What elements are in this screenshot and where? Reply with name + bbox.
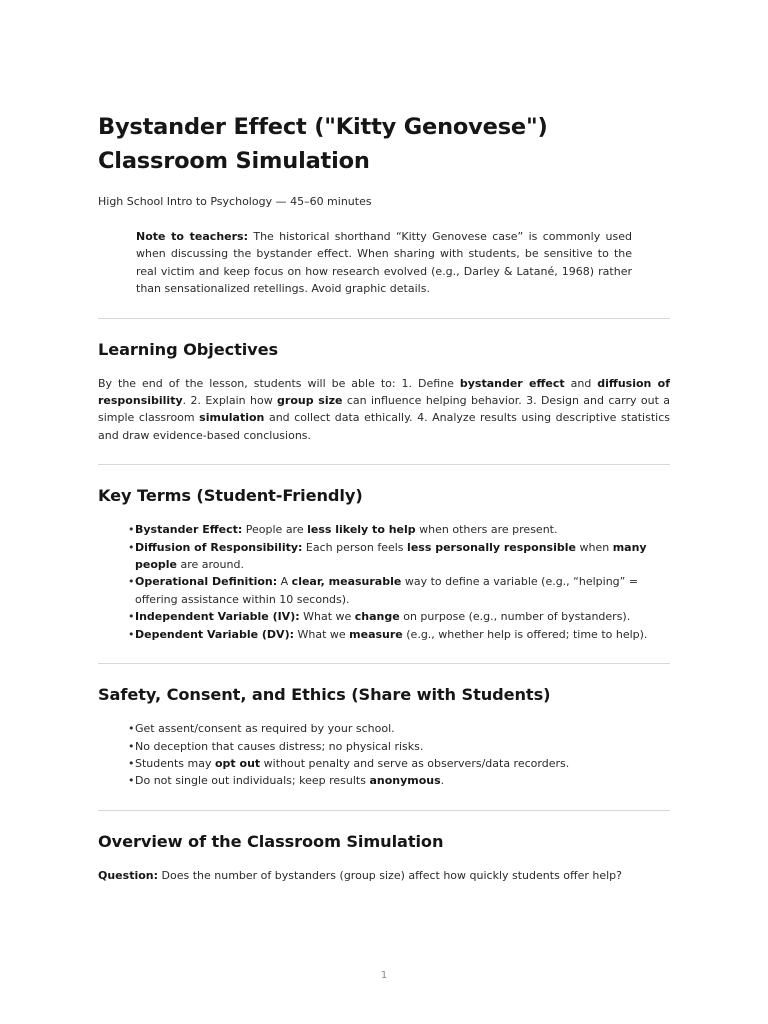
safety-text: No deception that causes distress; no physical risks. — [135, 739, 424, 753]
question-text: Does the number of bystanders (group size) affect how quickly students offer help? — [158, 868, 623, 882]
key-term-text: on purpose (e.g., number of bystanders). — [399, 610, 631, 624]
safety-item — [128, 720, 670, 737]
key-term-bold: clear, measurable — [291, 575, 402, 589]
objectives-bold: simulation — [199, 411, 265, 425]
key-term-item — [128, 608, 670, 625]
safety-item — [128, 755, 670, 772]
key-term-label: Bystander Effect: — [135, 523, 243, 537]
objectives-bold: bystander effect — [459, 376, 565, 390]
key-terms-list — [98, 521, 670, 643]
key-terms-heading: Key Terms (Student-Friendly) — [98, 486, 363, 506]
key-term-text: Each person feels — [302, 540, 408, 554]
objectives-text: and collect data ethically. 4. Analyze results using descriptive statistics and draw evidence-based conclusions. — [98, 411, 670, 442]
overview-question — [98, 867, 670, 884]
objectives-bold: group size — [277, 394, 343, 408]
key-term-text: What we — [299, 610, 355, 624]
section-divider — [98, 318, 670, 319]
key-term-text: A — [277, 575, 292, 589]
key-term-bold: many people — [135, 540, 647, 572]
safety-bold: opt out — [215, 756, 261, 770]
objectives-text: By the end of the lesson, students will be able to: 1. Define — [98, 376, 460, 390]
safety-text: without penalty and serve as observers/data recorders. — [260, 756, 570, 770]
question-label: Question: — [98, 868, 159, 882]
section-divider — [98, 663, 670, 664]
key-term-item — [128, 573, 670, 608]
key-term-bold: measure — [349, 627, 403, 641]
teacher-note — [136, 228, 632, 298]
safety-item — [128, 772, 670, 789]
teacher-note-label: Note to teachers: — [136, 230, 248, 243]
objectives-text: . 2. Explain how — [182, 394, 278, 408]
section-divider — [98, 464, 670, 465]
document-page — [98, 110, 670, 884]
safety-list — [98, 720, 670, 790]
key-term-text: way to define a variable (e.g., “helping” = offering assistance within 10 seconds). — [135, 575, 639, 606]
key-term-bold: less likely to help — [307, 523, 416, 537]
safety-text: Students may — [135, 756, 215, 770]
key-term-label: Independent Variable (IV): — [135, 610, 300, 624]
page-number: 1 — [380, 970, 388, 981]
key-term-text: when others are present. — [415, 523, 558, 537]
key-term-bold: less personally responsible — [407, 540, 576, 554]
objectives-heading: Learning Objectives — [98, 339, 279, 359]
key-term-label: Operational Definition: — [135, 575, 278, 589]
objectives-paragraph — [98, 375, 670, 445]
objectives-bold: diffusion of responsibility — [98, 376, 670, 408]
key-term-label: Diffusion of Responsibility: — [135, 540, 303, 554]
objectives-text: can influence helping behavior. 3. Design and carry out a simple classroom — [98, 394, 670, 425]
objectives-text: and — [564, 376, 598, 390]
key-term-item — [128, 539, 670, 574]
safety-item — [128, 738, 670, 755]
safety-text: Do not single out individuals; keep results — [135, 774, 370, 788]
section-divider — [98, 810, 670, 811]
key-term-text: People are — [242, 523, 308, 537]
overview-heading: Overview of the Classroom Simulation — [98, 831, 444, 851]
key-term-text: when — [575, 540, 613, 554]
safety-heading: Safety, Consent, and Ethics (Share with Students) — [98, 685, 551, 705]
key-term-text: are around. — [177, 558, 244, 572]
course-subtitle: High School Intro to Psychology — 45–60 minutes — [98, 195, 372, 208]
key-term-label: Dependent Variable (DV): — [135, 627, 294, 641]
teacher-note-text: The historical shorthand “Kitty Genovese case” is commonly used when discussing the bystander effect. When sharing with students, be sensitive to the real victim and keep focus on how research evolved (e.g., Darley & Latané, 1968) rather than sensationalized retellings. Avoid graphic details. — [136, 230, 633, 296]
page-title: Bystander Effect ("Kitty Genovese") Classroom Simulation — [98, 114, 548, 174]
key-term-bold: change — [354, 610, 400, 624]
safety-text: . — [440, 774, 445, 788]
key-term-item — [128, 626, 670, 643]
key-term-text: (e.g., whether help is offered; time to help). — [402, 627, 648, 641]
key-term-text: What we — [294, 627, 350, 641]
key-term-item — [128, 521, 670, 538]
safety-text: Get assent/consent as required by your school. — [135, 722, 395, 736]
safety-bold: anonymous — [369, 774, 441, 788]
